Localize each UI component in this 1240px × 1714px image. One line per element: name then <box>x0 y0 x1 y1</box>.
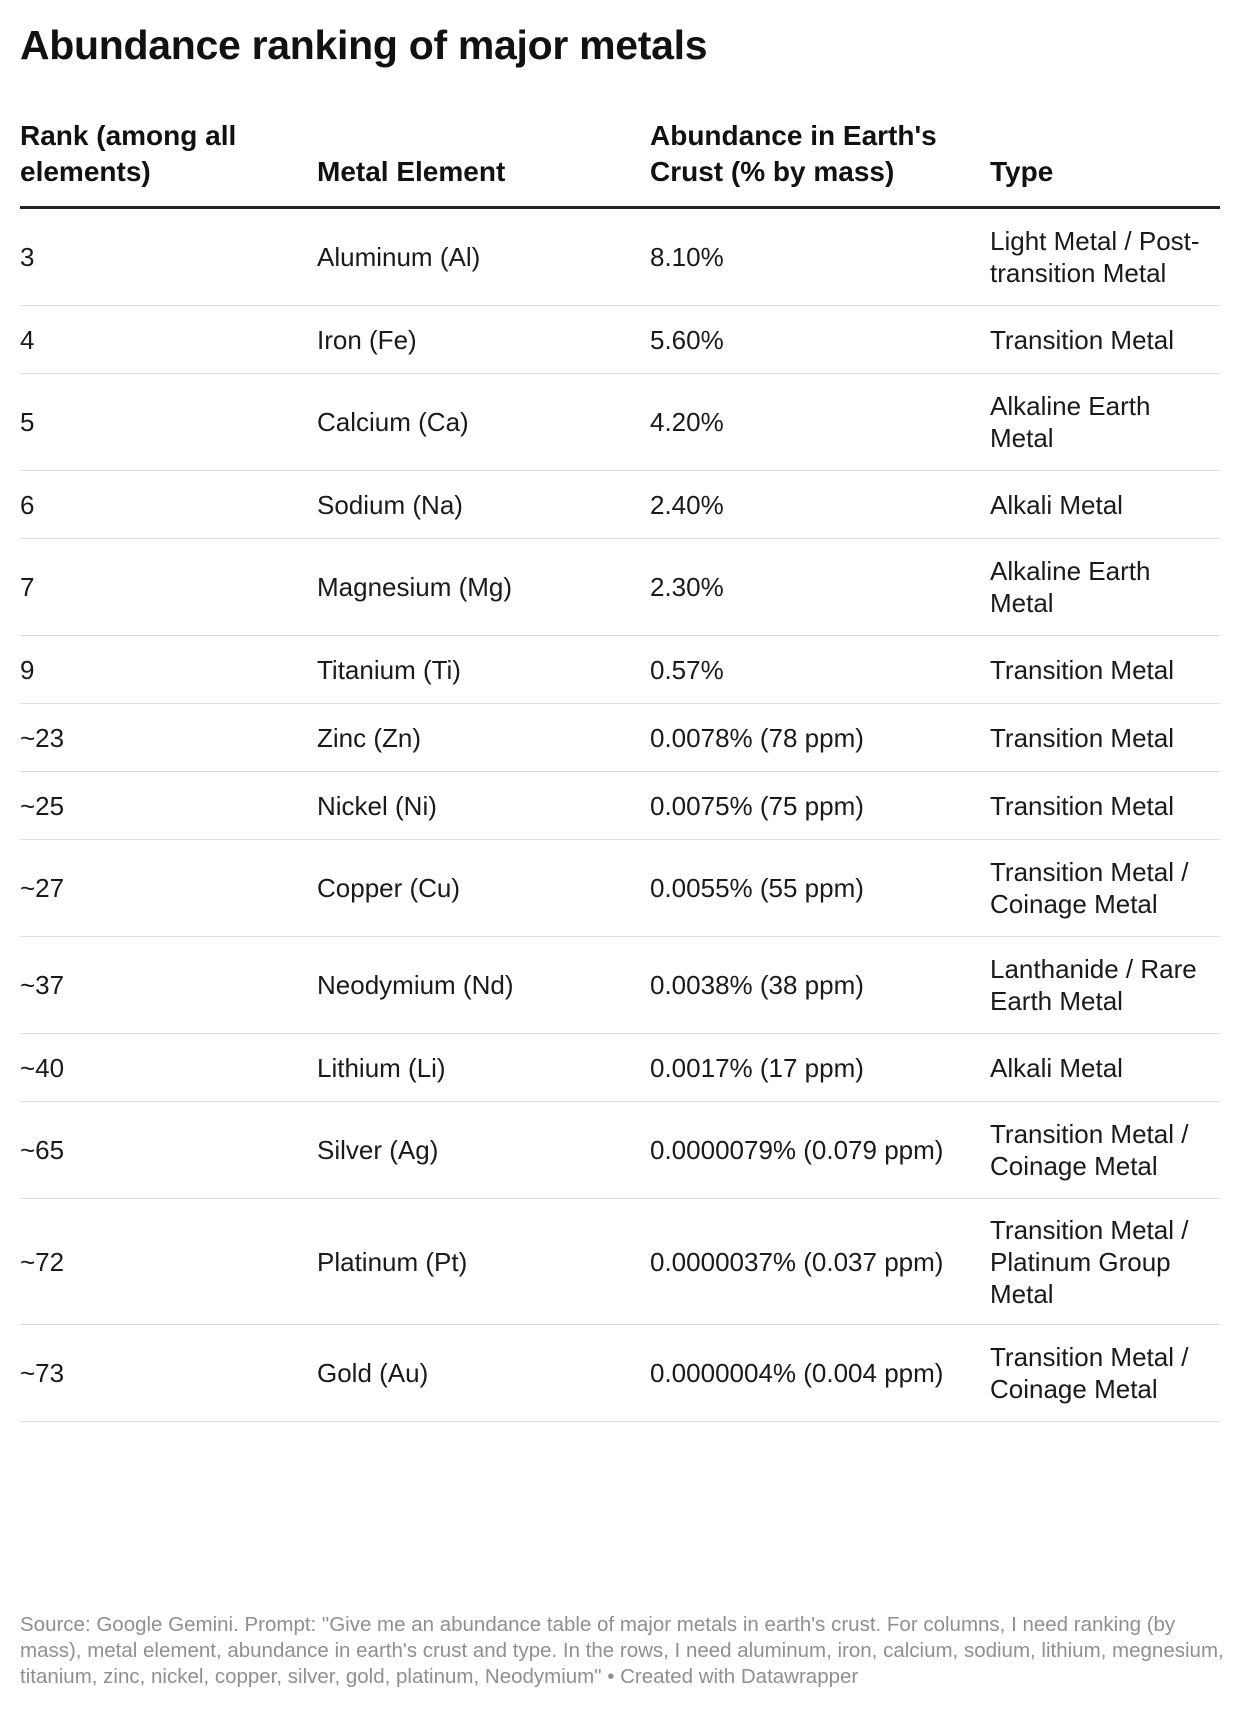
cell-metal: Aluminum (Al) <box>317 208 650 306</box>
cell-rank: 6 <box>20 471 317 539</box>
cell-metal: Zinc (Zn) <box>317 704 650 772</box>
column-header-rank: Rank (among all elements) <box>20 118 317 208</box>
cell-type: Transition Metal <box>990 704 1220 772</box>
cell-abundance: 0.0038% (38 ppm) <box>650 937 990 1034</box>
cell-metal: Iron (Fe) <box>317 306 650 374</box>
table-row <box>20 937 1220 1034</box>
table-row <box>20 636 1220 704</box>
cell-rank: ~23 <box>20 704 317 772</box>
table-row <box>20 471 1220 539</box>
cell-metal: Titanium (Ti) <box>317 636 650 704</box>
table-row <box>20 374 1220 471</box>
cell-rank: ~72 <box>20 1199 317 1325</box>
cell-type: Alkaline Earth Metal <box>990 374 1220 471</box>
table-header <box>20 118 1220 208</box>
cell-type: Transition Metal <box>990 772 1220 840</box>
cell-abundance: 0.0000004% (0.004 ppm) <box>650 1325 990 1422</box>
cell-rank: 7 <box>20 539 317 636</box>
cell-type: Lanthanide / Rare Earth Metal <box>990 937 1220 1034</box>
cell-type: Transition Metal <box>990 306 1220 374</box>
cell-metal: Magnesium (Mg) <box>317 539 650 636</box>
cell-abundance: 2.40% <box>650 471 990 539</box>
cell-type: Transition Metal / Coinage Metal <box>990 840 1220 937</box>
cell-metal: Silver (Ag) <box>317 1102 650 1199</box>
cell-metal: Calcium (Ca) <box>317 374 650 471</box>
cell-type: Alkali Metal <box>990 1034 1220 1102</box>
header-row <box>20 118 1220 208</box>
table-row <box>20 1325 1220 1422</box>
cell-metal: Neodymium (Nd) <box>317 937 650 1034</box>
cell-abundance: 0.0017% (17 ppm) <box>650 1034 990 1102</box>
table-row <box>20 539 1220 636</box>
cell-rank: ~27 <box>20 840 317 937</box>
cell-abundance: 0.0000079% (0.079 ppm) <box>650 1102 990 1199</box>
table-body <box>20 208 1220 1422</box>
chart-title: Abundance ranking of major metals <box>20 22 708 68</box>
column-header-type: Type <box>990 118 1220 208</box>
cell-rank: 3 <box>20 208 317 306</box>
cell-abundance: 0.0055% (55 ppm) <box>650 840 990 937</box>
cell-abundance: 0.57% <box>650 636 990 704</box>
cell-type: Light Metal / Post-transition Metal <box>990 208 1220 306</box>
cell-rank: ~65 <box>20 1102 317 1199</box>
cell-abundance: 0.0078% (78 ppm) <box>650 704 990 772</box>
cell-metal: Lithium (Li) <box>317 1034 650 1102</box>
cell-rank: ~73 <box>20 1325 317 1422</box>
cell-abundance: 5.60% <box>650 306 990 374</box>
cell-type: Transition Metal / Coinage Metal <box>990 1325 1220 1422</box>
cell-metal: Nickel (Ni) <box>317 772 650 840</box>
column-header-metal: Metal Element <box>317 118 650 208</box>
chart-container <box>20 0 1220 1404</box>
table-row <box>20 704 1220 772</box>
table-row <box>20 840 1220 937</box>
cell-metal: Gold (Au) <box>317 1325 650 1422</box>
cell-metal: Sodium (Na) <box>317 471 650 539</box>
cell-abundance: 4.20% <box>650 374 990 471</box>
cell-abundance: 8.10% <box>650 208 990 306</box>
cell-rank: 9 <box>20 636 317 704</box>
cell-type: Alkali Metal <box>990 471 1220 539</box>
data-table <box>20 118 1220 1422</box>
cell-metal: Copper (Cu) <box>317 840 650 937</box>
cell-type: Transition Metal <box>990 636 1220 704</box>
source-footer: Source: Google Gemini. Prompt: "Give me an abundance table of major metals in earth's crust. For columns, I need ranking (by mass), metal element, abundance in earth's crust and type. In the rows, I need aluminum, iron, calcium, sodium, lithium, megnesium, titanium, zinc, nickel, copper, silver, gold, platinum, Neodymium" • Created with Datawrapper <box>20 1613 1224 1688</box>
cell-abundance: 0.0075% (75 ppm) <box>650 772 990 840</box>
cell-abundance: 0.0000037% (0.037 ppm) <box>650 1199 990 1325</box>
cell-metal: Platinum (Pt) <box>317 1199 650 1325</box>
table-row <box>20 306 1220 374</box>
cell-rank: ~25 <box>20 772 317 840</box>
column-header-abundance: Abundance in Earth's Crust (% by mass) <box>650 118 990 208</box>
table-row <box>20 772 1220 840</box>
cell-rank: 5 <box>20 374 317 471</box>
cell-abundance: 2.30% <box>650 539 990 636</box>
cell-type: Transition Metal / Platinum Group Metal <box>990 1199 1220 1325</box>
cell-rank: ~40 <box>20 1034 317 1102</box>
cell-rank: ~37 <box>20 937 317 1034</box>
table-row <box>20 1199 1220 1325</box>
cell-type: Alkaline Earth Metal <box>990 539 1220 636</box>
cell-rank: 4 <box>20 306 317 374</box>
cell-type: Transition Metal / Coinage Metal <box>990 1102 1220 1199</box>
table-row <box>20 1102 1220 1199</box>
table-row <box>20 1034 1220 1102</box>
table-row <box>20 208 1220 306</box>
